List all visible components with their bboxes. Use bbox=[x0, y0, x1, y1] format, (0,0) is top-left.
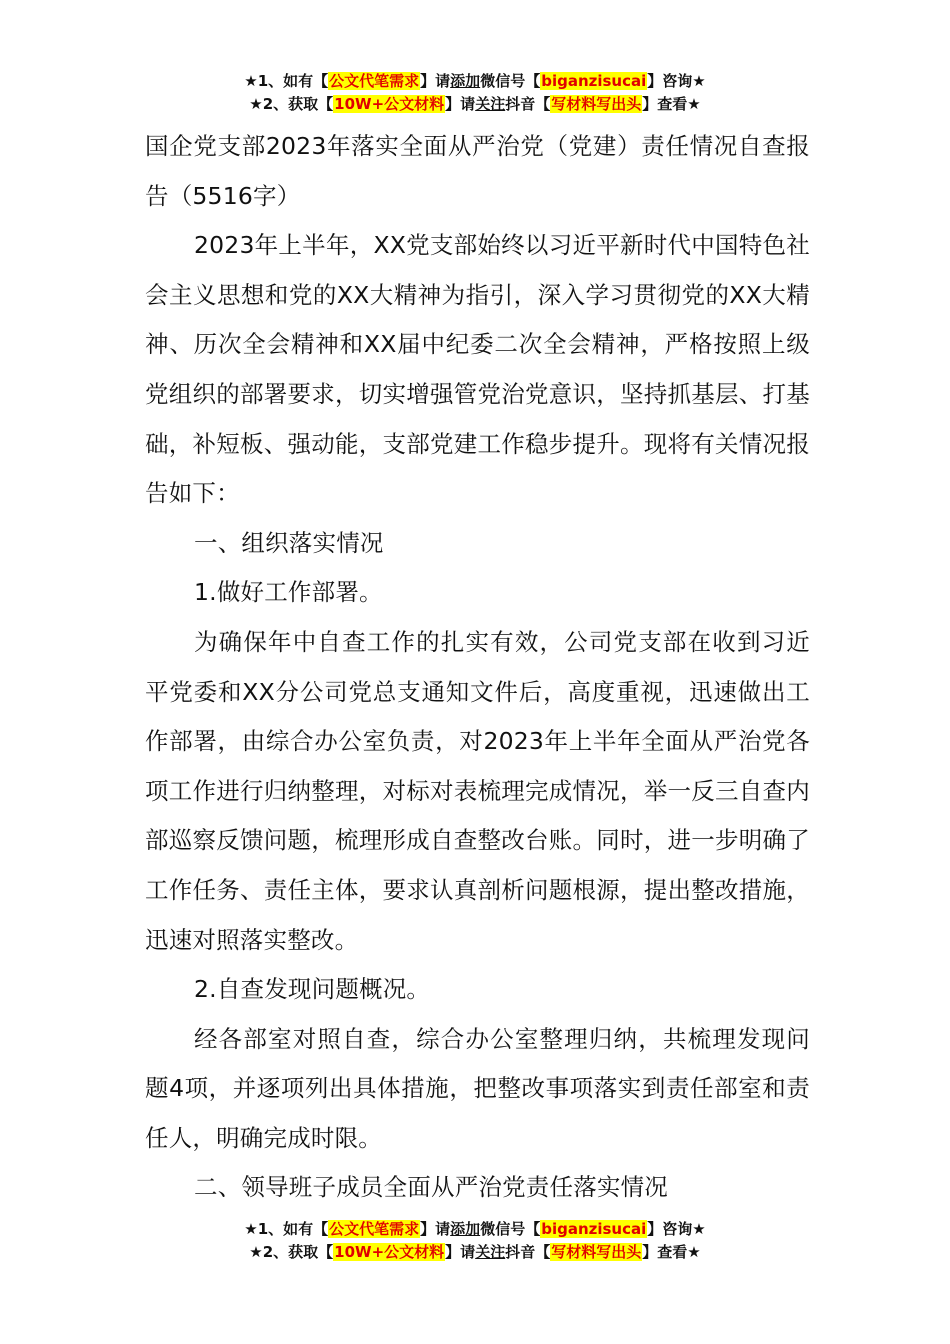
star-icon: ★ bbox=[692, 72, 706, 90]
document-body bbox=[145, 122, 810, 1213]
promo-highlight: 公文代笔需求 bbox=[329, 72, 420, 90]
item-1-title: 1.做好工作部署。 bbox=[194, 578, 383, 607]
star-icon: ★ bbox=[249, 95, 263, 113]
section-heading-2: 二、领导班子成员全面从严治党责任落实情况 bbox=[194, 1173, 668, 1202]
intro-paragraph: 2023年上半年，XX党支部始终以习近平新时代中国特色社会主义思想和党的XX大精神为指引，深入学习贯彻党的XX大精神、历次全会精神和XX届中纪委二次全会精神，严格按照上级党组织的部署要求，切实增强管党治党意识，坚持抓基层、打基础，补短板、强动能，支部党建工作稳步提升。现将有关情况报告如下： bbox=[145, 231, 810, 508]
item-1-paragraph: 为确保年中自查工作的扎实有效，公司党支部在收到习近平党委和XX分公司党总支通知文件后，高度重视，迅速做出工作部署，由综合办公室负责，对2023年上半年全面从严治党各项工作进行归纳整理，对标对表梳理完成情况，举一反三自查内部巡察反馈问题，梳理形成自查整改台账。同时，进一步明确了工作任务、责任主体，要求认真剖析问题根源，提出整改措施，迅速对照落实整改。 bbox=[145, 627, 810, 954]
promo-highlight: 写材料写出头 bbox=[551, 1243, 642, 1261]
item-2-paragraph: 经各部室对照自查，综合办公室整理归纳，共梳理发现问题4项，并逐项列出具体措施，把整改事项落实到责任部室和责任人，明确完成时限。 bbox=[145, 1024, 810, 1152]
promo-line-1: ★1、如有【公文代笔需求】请添加微信号【biganzisucai】咨询★ bbox=[244, 72, 706, 90]
star-icon: ★ bbox=[692, 1220, 706, 1238]
promo-header bbox=[0, 70, 950, 116]
promo-highlight: 10W+公文材料 bbox=[334, 95, 445, 113]
star-icon: ★ bbox=[249, 1243, 263, 1261]
promo-footer bbox=[0, 1218, 950, 1264]
promo-line-2: ★2、获取【10W+公文材料】请关注抖音【写材料写出头】查看★ bbox=[249, 1243, 701, 1261]
promo-highlight: biganzisucai bbox=[541, 72, 647, 90]
section-heading-1: 一、组织落实情况 bbox=[194, 528, 384, 557]
promo-highlight: 公文代笔需求 bbox=[329, 1220, 420, 1238]
promo-highlight: biganzisucai bbox=[541, 1220, 647, 1238]
document-title: 国企党支部2023年落实全面从严治党（党建）责任情况自查报告（5516字） bbox=[145, 132, 810, 210]
promo-line-1: ★1、如有【公文代笔需求】请添加微信号【biganzisucai】咨询★ bbox=[244, 1220, 706, 1238]
promo-line-2: ★2、获取【10W+公文材料】请关注抖音【写材料写出头】查看★ bbox=[249, 95, 701, 113]
star-icon: ★ bbox=[687, 1243, 701, 1261]
promo-highlight: 写材料写出头 bbox=[551, 95, 642, 113]
star-icon: ★ bbox=[244, 72, 258, 90]
star-icon: ★ bbox=[687, 95, 701, 113]
promo-highlight: 10W+公文材料 bbox=[334, 1243, 445, 1261]
item-2-title: 2.自查发现问题概况。 bbox=[194, 975, 431, 1004]
star-icon: ★ bbox=[244, 1220, 258, 1238]
